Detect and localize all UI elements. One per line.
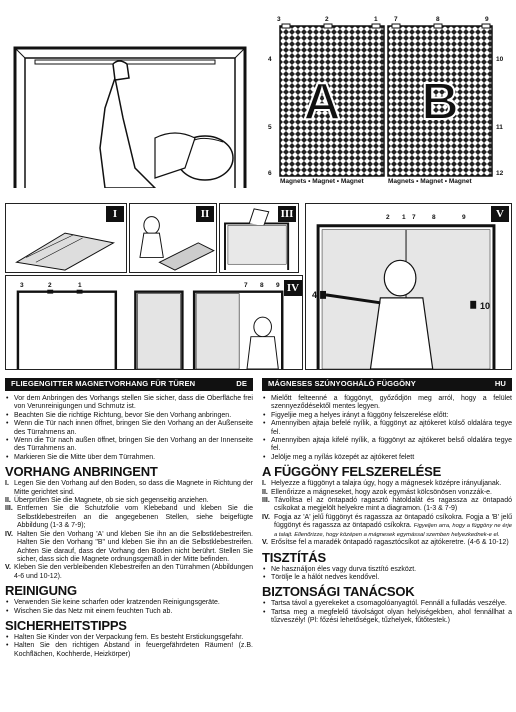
magnet-label-a: Magnets • Magnet • Magnet (280, 178, 364, 185)
step-item: IV. Fogja az 'A' jelű függönyt és ragassza az öntapadó csíkokra. Fogja a 'B' jelű függönyt és ragassza az öntapadó csíkokra. Figyeljen arra, hogy a függöny ne érje a talajt. Ellenőrizze, hogy középen a mágnesek egymással szemben helyezkednek-e el. (262, 513, 512, 538)
number-label: 9 (276, 282, 280, 289)
list-item: • Halten Sie den richtigen Abstand in feuergefährdeten Räumen! (z.B. Kochflächen, Kochherde, Heizkörper) (5, 642, 253, 659)
list-item: • Wischen Sie das Netz mit einem feuchten Tuch ab. (5, 608, 253, 616)
list-item: • Tartsa meg a megfelelő távolságot olyan helyiségekben, ahol fennállhat a tűzveszély! (Pl: főzési lehetőségek, tűzhelyek, fűtőtestek.) (262, 609, 512, 626)
list-item: • Mielőtt felteenné a függönyt, győződjön meg arról, hogy a felület szennyeződésektől mentes legyen. (262, 395, 512, 412)
german-header-title: FLIEGENGITTER MAGNETVORHANG FÜR TÜREN (11, 379, 196, 389)
number-label: 9 (462, 214, 466, 221)
german-column (5, 378, 253, 659)
number-label: 2 (386, 214, 390, 221)
number-label: 9 (485, 16, 489, 23)
step-marker-1: I (106, 206, 124, 222)
list-item: • Amennyiben ajtaja befelé nyílik, a függönyt az ajtókeret külső oldalára tegye fel. (262, 420, 512, 437)
number-label: 7 (394, 16, 398, 23)
illustration-step-5 (305, 203, 512, 370)
number-label: 1 (78, 282, 82, 289)
illustration-step-1 (5, 203, 127, 273)
step-item: II. Überprüfen Sie die Magnete, ob sie sich gegenseitig anziehen. (5, 497, 209, 505)
number-label: 1 (374, 16, 378, 23)
step-item: V. Kleben Sie den verbleibenden Klebestreifen an den Türrahmen (Abbildungen 4-6 und 10-12). (5, 564, 253, 580)
illustration-doorframe-install (5, 18, 259, 188)
list-item: • Wenn die Tür nach innen öffnet, bringen Sie den Vorhang an der Außenseite des Türrahmens an. (5, 420, 253, 437)
list-item: • Markieren Sie die Mitte über dem Türrahmen. (5, 454, 253, 462)
german-clean-title: REINIGUNG (5, 583, 77, 599)
number-label: 7 (244, 282, 248, 289)
list-item: • Tartsa távol a gyerekeket a csomagolóanyagtól. Fennáll a fulladás veszélye. (262, 600, 512, 608)
number-label: 7 (412, 214, 416, 221)
install-note: Figyeljen arra, hogy a függöny ne érje a talajt. Ellenőrizze, hogy középen a mágnesek egymással szemben helyezkednek-e el. (274, 523, 512, 538)
german-safety-list (5, 634, 253, 659)
number-label: 8 (436, 16, 440, 23)
step-item: III. Távolítsa el az öntapadó ragasztó hátoldalát és ragassza az öntapadó csíkokat a megjelölt helyekre mint a diagramon. (1-3 & 7-9) (262, 497, 512, 513)
german-header-code: DE (236, 379, 247, 389)
list-item: • Amennyiben ajtaja kifelé nyílik, a függönyt az ajtókeret belső oldalára tegye fel. (262, 437, 512, 454)
hungarian-intro-list (262, 395, 512, 462)
number-label: 8 (432, 214, 436, 221)
number-label: 6 (268, 170, 272, 177)
step-item: V. Erősítse fel a maradék öntapadó ragasztócsíkot az ajtókeretre. (4-6 & 10-12) (262, 539, 509, 547)
step-marker-3: III (278, 206, 296, 222)
german-safety-title: SICHERHEITSTIPPS (5, 617, 127, 633)
number-label: 4 (312, 290, 318, 300)
number-label: 2 (48, 282, 52, 289)
german-intro-list (5, 395, 253, 462)
step-marker-4: IV (284, 280, 302, 296)
list-item: • Törölje le a hálót nedves kendővel. (262, 574, 512, 582)
number-label: 10 (496, 56, 504, 63)
illustration-step-4 (5, 275, 303, 370)
illustration-step-2 (129, 203, 217, 273)
hungarian-header (262, 378, 512, 391)
hungarian-safety-list (262, 600, 512, 625)
number-label: 8 (260, 282, 264, 289)
number-label: 11 (496, 124, 503, 131)
step-marker-5: V (491, 206, 509, 222)
hungarian-clean-list (262, 566, 512, 583)
number-label: 4 (268, 56, 272, 63)
step-item: II. Ellenőrizze a mágneseket, hogy azok egymást kölcsönösen vonzzák-e. (262, 488, 493, 496)
illustration-step-3 (219, 203, 299, 273)
hungarian-header-title: MÁGNESES SZÚNYOGHÁLÓ FÜGGÖNY (268, 379, 416, 389)
hungarian-header-code: HU (494, 379, 506, 389)
number-label: 3 (277, 16, 281, 23)
list-item: • Beachten Sie die richtige Richtung, bevor Sie den Vorhang anbringen. (5, 412, 253, 420)
number-label: 10 (480, 301, 491, 311)
magnet-label-b: Magnets • Magnet • Magnet (388, 178, 472, 185)
hungarian-install-steps (262, 480, 512, 547)
german-header (5, 378, 253, 391)
list-item: • Jelölje meg a nyílás közepét az ajtókeret felett (262, 454, 512, 462)
step-marker-2: II (196, 206, 214, 222)
step-item: I. Helyezze a függönyt a talajra úgy, hogy a mágnesek középre irányuljanak. (262, 480, 502, 488)
list-item: • Figyeljie meg a helyes irányt a függöny felszerelése előtt: (262, 412, 512, 420)
illustration-curtain-panels (262, 14, 512, 190)
hungarian-safety-title: BIZTONSÁGI TANÁCSOK (262, 584, 415, 600)
list-item: • Wenn die Tür nach außen öffnet, bringen Sie den Vorhang an der Innenseite des Türrahmens an. (5, 437, 253, 454)
step-item: III. Entfernen Sie die Schutzfolie vom Klebeband und kleben Sie die Selbstklebestreifen an die angegebenen Stellen, siehe beigefügte Abbildung (1-3 & 7-9); (5, 505, 253, 530)
hungarian-install-title: A FÜGGÖNY FELSZERELÉSE (262, 464, 442, 480)
list-item: • Vor dem Anbringen des Vorhangs stellen Sie sicher, dass die Oberfläche frei von Verunreinigungen und Schmutz ist. (5, 395, 253, 412)
number-label: 2 (325, 16, 329, 23)
number-label: 5 (268, 124, 272, 131)
step-item: I. Legen Sie den Vorhang auf den Boden, so dass die Magnete in Richtung der Mitte gerichtet sind. (5, 480, 253, 496)
list-item: • Verwenden Sie keine scharfen oder kratzenden Reinigungsgeräte. (5, 599, 253, 607)
german-install-steps (5, 480, 253, 581)
list-item: • Ne használjon éles vagy durva tisztító eszközt. (262, 566, 512, 574)
list-item: • Halten Sie Kinder von der Verpackung fern. Es besteht Erstickungsgefahr. (5, 634, 253, 642)
number-label: 3 (20, 282, 24, 289)
german-clean-list (5, 599, 253, 616)
hungarian-clean-title: TISZTÍTÁS (262, 549, 326, 565)
hungarian-column (262, 378, 512, 626)
number-label: 12 (496, 170, 504, 177)
step-item: IV. Halten Sie den Vorhang 'A' und kleben Sie ihn an die Selbstklebestreifen. Halten Sie den Vorhang "B" und kleben Sie ihn an die Selbstklebestreifen. Achten Sie darauf, dass der Vorhang den Boden nicht berührt. Stellen Sie sicher, dass sich die Magnete ordnungsgemäß in der Mitte befinden. (5, 530, 253, 563)
panel-letter-b: B (421, 73, 459, 131)
german-install-title: VORHANG ANBRINGENT (5, 464, 158, 480)
panel-letter-a: A (303, 73, 341, 131)
number-label: 1 (402, 214, 406, 221)
